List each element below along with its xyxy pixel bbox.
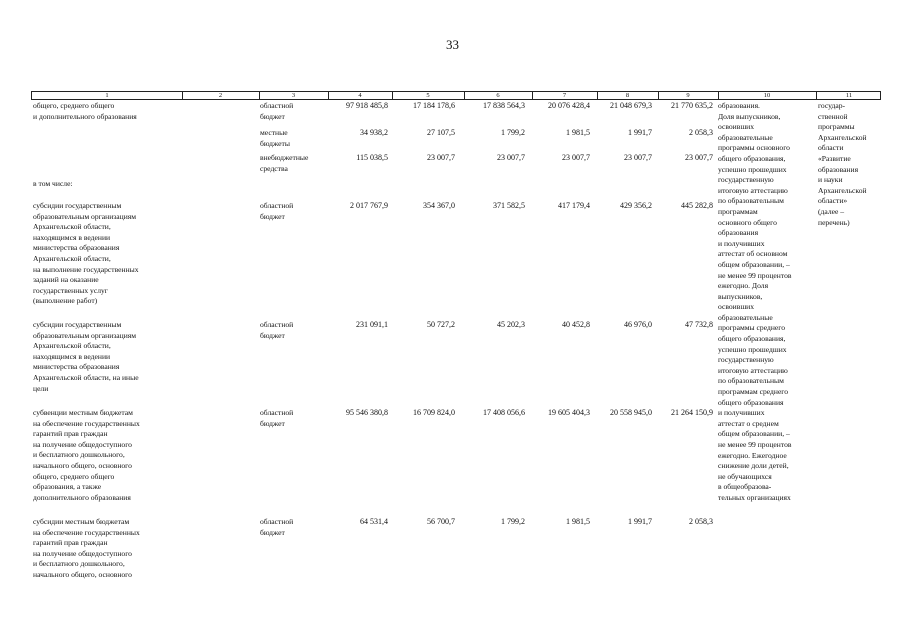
header-col-4: 4: [358, 92, 362, 99]
amount-cell: 21 264 150,9: [671, 408, 713, 417]
amount-cell: 46 976,0: [624, 320, 652, 329]
amount-cell: 20 076 428,4: [548, 101, 590, 110]
amount-cell: 429 356,2: [620, 201, 652, 210]
amount-cell: 1 991,7: [628, 128, 652, 137]
source-label: местные бюджеты: [260, 128, 290, 148]
amount-cell: 16 709 824,0: [413, 408, 455, 417]
amount-cell: 27 107,5: [427, 128, 455, 137]
amount-cell: 21 048 679,3: [610, 101, 652, 110]
amount-cell: 445 282,8: [681, 201, 713, 210]
header-col-7: 7: [562, 92, 567, 99]
page-number: 33: [446, 37, 459, 52]
amount-cell: 417 179,4: [558, 201, 590, 210]
amount-cell: 2 058,3: [689, 128, 713, 137]
source-label: внебюджетные средства: [260, 153, 309, 173]
header-col-5: 5: [426, 92, 430, 99]
source-label: областной бюджет: [260, 517, 294, 537]
header-col-10: 10: [763, 92, 771, 99]
amount-cell: 19 605 404,3: [548, 408, 590, 417]
source-label: областной бюджет: [260, 201, 294, 221]
amount-cell: 47 732,8: [685, 320, 713, 329]
amount-cell: 1 799,2: [501, 128, 525, 137]
amount-cell: 17 184 178,6: [413, 101, 455, 110]
amount-cell: 1 799,2: [501, 517, 525, 526]
amount-cell: 231 091,1: [356, 320, 388, 329]
row-name-state-task-subsidies: субсидии государственным образовательным организациям Архангельской области, находящимся в ведении министерства образования Архангельской области, на выполнение государственных заданий на оказание государственных услуг (выполнение работ): [33, 201, 139, 306]
header-col-6: 6: [496, 92, 500, 99]
row-name-including: в том числе:: [33, 179, 73, 188]
amount-cell: 23 007,7: [685, 153, 713, 162]
source-label: областной бюджет: [260, 408, 294, 428]
amount-cell: 40 452,8: [562, 320, 590, 329]
row-name-other-purpose-subsidies: субсидии государственным образовательным организациям Архангельской области, находящимся в ведении министерства образования Архангельской области, на иные цели: [33, 320, 139, 393]
header-col-3: 3: [291, 92, 296, 99]
amount-cell: 23 007,7: [497, 153, 525, 162]
source-label: областной бюджет: [260, 320, 294, 340]
amount-cell: 21 770 635,2: [671, 101, 713, 110]
amount-cell: 2 058,3: [689, 517, 713, 526]
row-name-general-education: общего, среднего общего и дополнительного образования: [33, 101, 137, 121]
amount-cell: 23 007,7: [562, 153, 590, 162]
amount-cell: 20 558 945,0: [610, 408, 652, 417]
header-col-11: 11: [845, 92, 853, 99]
header-col-1: 1: [105, 92, 109, 99]
header-col-9: 9: [686, 92, 690, 99]
amount-cell: 1 981,5: [566, 517, 590, 526]
amount-cell: 34 938,2: [360, 128, 388, 137]
amount-cell: 371 582,5: [493, 201, 525, 210]
amount-cell: 50 727,2: [427, 320, 455, 329]
header-col-2: 2: [218, 92, 223, 99]
amount-cell: 17 838 564,3: [483, 101, 525, 110]
program-reference-text: государ- ственной программы Архангельской области «Развитие образования и науки Архангельской области» (далее – перечень): [818, 101, 867, 227]
amount-cell: 23 007,7: [624, 153, 652, 162]
amount-cell: 354 367,0: [423, 201, 455, 210]
table-header-row: [31, 91, 881, 100]
amount-cell: 1 981,5: [566, 128, 590, 137]
amount-cell: 17 408 056,6: [483, 408, 525, 417]
amount-cell: 95 546 380,8: [346, 408, 388, 417]
header-col-8: 8: [625, 92, 630, 99]
amount-cell: 2 017 767,9: [350, 201, 388, 210]
amount-cell: 115 038,5: [356, 153, 388, 162]
amount-cell: 64 531,4: [360, 517, 388, 526]
source-label: областной бюджет: [260, 101, 294, 121]
amount-cell: 56 700,7: [427, 517, 455, 526]
row-name-local-subventions: субвенции местным бюджетам на обеспечение государственных гарантий прав граждан на получение общедоступного и бесплатного дошкольного, начального общего, основного общего, среднего общего образования, а также дополнительного образования: [33, 408, 140, 502]
amount-cell: 45 202,3: [497, 320, 525, 329]
amount-cell: 23 007,7: [427, 153, 455, 162]
expected-results-text: образования. Доля выпускников, освоивших образовательные программы основного общего образования, успешно прошедших государственную итоговую аттестацию по образовательным программам основного общего образования и получивших аттестат об основном общем образовании, – не менее 99 процентов ежегодно. Доля выпускников, освоивших образовательные программы среднего общего образования, успешно прошедших государственную итоговую аттестацию по образовательным программам среднего общего образования и получивших аттестат о среднем общем образовании, – не менее 99 процентов ежегодно. Ежегодное снижение доли детей, не обучающихся в общеобразова- тельных организациях: [718, 101, 792, 502]
row-name-local-subsidies: субсидии местным бюджетам на обеспечение государственных гарантий прав граждан на получение общедоступного и бесплатного дошкольного, начального общего, основного: [33, 517, 140, 579]
amount-cell: 1 991,7: [628, 517, 652, 526]
amount-cell: 97 918 485,8: [346, 101, 388, 110]
